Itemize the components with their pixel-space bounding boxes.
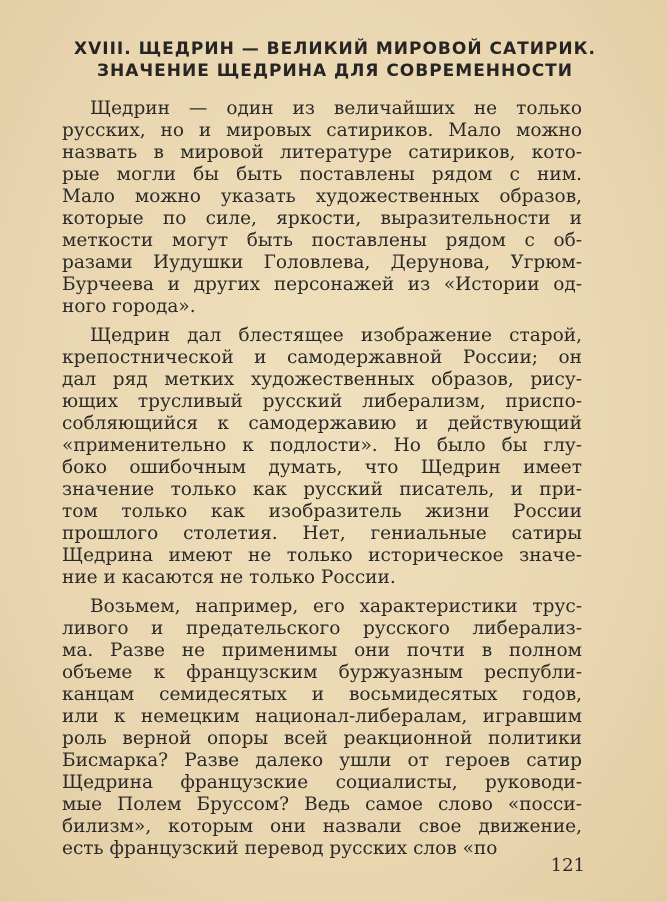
text-line: разами Иудушки Головлева, Дерунова, Угрюм- — [62, 252, 582, 273]
text-line: ного города». — [62, 296, 196, 317]
page-number: 121 — [550, 855, 585, 876]
text-line: ливого и предательского русского либерализ- — [62, 618, 582, 639]
text-line: крепостнической и самодержавной России; он — [62, 347, 582, 368]
chapter-title-line-2: ЗНАЧЕНИЕ ЩЕДРИНА ДЛЯ СОВРЕМЕННОСТИ — [96, 61, 574, 81]
text-line: объеме к французским буржуазным республи- — [62, 662, 582, 683]
text-line: билизм», которым они назвали свое движение, — [62, 816, 582, 837]
text-line: или к немецким национал-либералам, игравшим — [62, 706, 582, 727]
text-line: мые Полем Бруссом? Ведь самое слово «посси- — [62, 794, 582, 815]
text-line: Щедрина имеют не только историческое значе- — [62, 545, 582, 566]
text-line: ние и касаются не только России. — [62, 567, 396, 588]
text-line: Щедрин — один из величайших не только — [90, 98, 582, 119]
text-line: меткости могут быть поставлены рядом с об- — [62, 230, 582, 251]
text-line: значение только как русский писатель, и при- — [62, 479, 582, 500]
text-line: русских, но и мировых сатириков. Мало можно — [62, 120, 582, 141]
text-line: роль верной опоры всей реакционной политики — [62, 728, 582, 749]
text-line: канцам семидесятых и восьмидесятых годов, — [62, 684, 582, 705]
text-line: назвать в мировой литературе сатириков, кото- — [62, 142, 582, 163]
text-line: Бурчеева и других персонажей из «Истории од- — [62, 274, 582, 295]
text-line: том только как изобразитель жизни России — [62, 501, 582, 522]
paragraph-gap — [62, 589, 582, 596]
chapter-heading — [60, 38, 610, 82]
paragraph-gap — [62, 318, 582, 325]
text-line: которые по силе, яркости, выразительности и — [62, 208, 582, 229]
text-line: прошлого столетия. Нет, гениальные сатиры — [62, 523, 582, 544]
text-line: Щедрин дал блестящее изображение старой, — [90, 325, 582, 346]
text-line: Бисмарка? Разве далеко ушли от героев сатир — [62, 750, 582, 771]
text-line: дал ряд метких художественных образов, рису- — [62, 369, 582, 390]
paragraph — [62, 325, 582, 589]
text-line: Возьмем, например, его характеристики трус- — [90, 596, 582, 617]
text-line: собляющийся к самодержавию и действующий — [62, 413, 582, 434]
text-line: есть французский перевод русских слов «по — [62, 838, 498, 859]
text-line: ма. Разве не применимы они почти в полном — [62, 640, 582, 661]
paragraph — [62, 98, 582, 318]
text-line: «применительно к подлости». Но было бы глу- — [62, 435, 582, 456]
paragraph — [62, 596, 582, 860]
text-line: Мало можно указать художественных образов, — [62, 186, 582, 207]
body-text — [62, 98, 582, 860]
chapter-title-line-1: XVIII. ЩЕДРИН — ВЕЛИКИЙ МИРОВОЙ САТИРИК. — [74, 39, 596, 59]
text-line: Щедрина французские социалисты, руководи- — [62, 772, 582, 793]
text-line: рые могли бы быть поставлены рядом с ним. — [62, 164, 582, 185]
text-line: ющих трусливый русский либерализм, приспо- — [62, 391, 582, 412]
text-line: боко ошибочным думать, что Щедрин имеет — [62, 457, 582, 478]
